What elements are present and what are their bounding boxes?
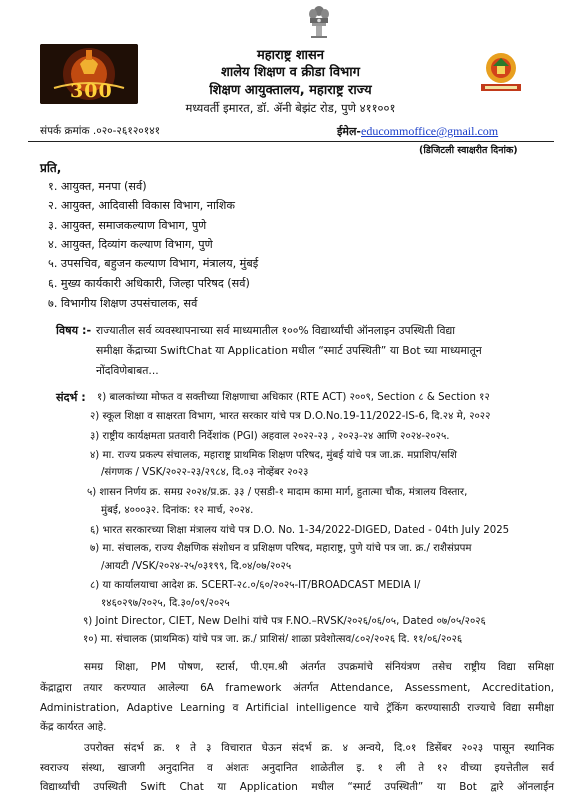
body-line: उपरोक्त संदर्भ क्र. १ ते ३ विचारात घेऊन संदर्भ क्र. ४ अन्वये, दि.०१ डिसेंबर २०२३ पासून स्थानिक <box>84 742 554 754</box>
reference-line: ७) मा. संचालक, राज्य शैक्षणिक संशोधन व प्रशिक्षण परिषद, महाराष्ट्र, पुणे यांचे पत्र जा. क्र./ राशैसंप्रपम <box>90 543 472 554</box>
body-line: Administration, Adaptive Learning व Artificial intelligence याचे ट्रॅकिंग करण्यासाठी राज्याचे विद्या समीक्षा <box>40 702 554 714</box>
header-department: शालेय शिक्षण व क्रीडा विभाग <box>221 65 360 80</box>
reference-line: ६) भारत सरकारच्या शिक्षा मंत्रालय यांचे पत्र D.O. No. 1-34/2022-DIGED, Dated - 04th July 2025 <box>90 525 510 536</box>
header-office: शिक्षण आयुक्तालय, महाराष्ट्र राज्य <box>209 83 372 98</box>
body-line: विद्यार्थ्यांची उपस्थिती Swift Chat या Application मधील “स्मार्ट उपस्थिती” या Bot द्वारे ऑनलाईन <box>40 781 554 793</box>
header-govt: महाराष्ट्र शासन <box>256 48 325 63</box>
body-line: स्वराज्य संस्था, खाजगी अनुदानित व अंशतः अनुदानित शाळेतील इ. १ ली ते १२ वीच्या इयत्तेतील सर्व <box>40 762 554 774</box>
to-item: ५. उपसचिव, बहुजन कल्याण विभाग, मंत्रालय, मुंबई <box>48 257 259 270</box>
reference-line: मुंबई, ४०००३२. दिनांक: १२ मार्च, २०२४. <box>101 505 254 516</box>
reference-line: १४६०२९७/२०२५, दि.३०/०९/२०२५ <box>101 598 230 609</box>
reference-line: /संगणक / VSK/२०२२-२३/२९८४, दि.०३ नोव्हेंबर २०२३ <box>101 467 309 478</box>
header-address: मध्यवर्ती इमारत, डॉ. ॲनी बेझंट रोड, पुणे ४११००१ <box>185 101 396 115</box>
reference-line: २) स्कूल शिक्षा व साक्षरता विभाग, भारत सरकार यांचे पत्र D.O.No.19-11/2022-IS-6, दि.२४ मे, २०२२ <box>90 411 491 422</box>
to-item: ७. विभागीय शिक्षण उपसंचालक, सर्व <box>48 297 198 310</box>
subject-line: राज्यातील सर्व व्यवस्थापनाच्या सर्व माध्यमातील १००% विद्यार्थ्यांची ऑनलाइन उपस्थिती विद्या <box>96 324 456 337</box>
references-label: संदर्भ : <box>56 391 86 404</box>
subject-label: विषय :- <box>56 324 92 337</box>
contact-number: संपर्क क्रमांक .०२०-२६१२०१४१ <box>40 125 161 137</box>
to-item: ४. आयुक्त, दिव्यांग कल्याण विभाग, पुणे <box>48 238 213 251</box>
digital-signature-date: (डिजिटली स्वाक्षरीत दिनांक) <box>419 145 518 156</box>
subject-line: समीक्षा केंद्राच्या SwiftChat या Application मधील “स्मार्ट उपस्थिती” या Bot च्या माध्यमातून <box>96 344 482 357</box>
header-divider <box>28 141 554 142</box>
logo-left-number: 300 <box>70 80 113 102</box>
to-item: २. आयुक्त, आदिवासी विकास विभाग, नाशिक <box>48 199 235 212</box>
subject-line: नोंदविणेबाबत... <box>96 364 159 377</box>
reference-line: ५) शासन निर्णय क्र. समग्र २०२४/प्र.क्र. ३३ / एसडी-१ मादाम कामा मार्ग, हुतात्मा चौक, मंत्रालय विस्तार, <box>87 487 468 498</box>
to-item: १. आयुक्त, मनपा (सर्व) <box>48 180 147 193</box>
body-line: समग्र शिक्षा, PM पोषण, स्टार्स, पी.एम.श्री अंतर्गत उपक्रमांचे संनियंत्रण तसेच राष्ट्रीय विद्या समिक्षा <box>84 661 554 673</box>
body-line: केंद्राद्वारा तयार करण्यात आलेल्या 6A framework अंतर्गत Attendance, Assessment, Accreditation, <box>40 682 554 694</box>
to-item: ६. मुख्य कार्यकारी अधिकारी, जिल्हा परिषद (सर्व) <box>48 277 250 290</box>
reference-line: ९) Joint Director, CIET, New Delhi यांचे पत्र F.NO.–RVSK/२०२६/०६/०५, Dated ०७/०५/२०२६ <box>83 616 486 627</box>
to-label: प्रति, <box>40 161 62 175</box>
reference-line: ८) या कार्यालयाचा आदेश क्र. SCERT-२८.०/६०/२०२५-IT/BROADCAST MEDIA I/ <box>90 580 421 591</box>
body-line: केंद्र कार्यरत आहे. <box>40 721 107 733</box>
to-item: ३. आयुक्त, समाजकल्याण विभाग, पुणे <box>48 219 207 232</box>
reference-line: /आयटी /VSK/२०२४-२५/०३१९९, दि.०४/०७/२०२५ <box>101 561 292 572</box>
reference-line: ३) राष्ट्रीय कार्यक्षमता प्रतवारी निर्देशांक (PGI) अहवाल २०२२-२३ , २०२३-२४ आणि २०२४-२०२५. <box>90 431 450 442</box>
email-row <box>337 124 498 139</box>
email-label: ईमेल- <box>337 125 362 138</box>
email-link[interactable]: educommoffice@gmail.com <box>361 124 499 138</box>
reference-line: १) बालकांच्या मोफत व सक्तीच्या शिक्षणाचा अधिकार (RTE ACT) २००९, Section ८ & Section १२ <box>97 392 490 403</box>
state-emblem-icon <box>305 4 333 40</box>
reference-line: ४) मा. राज्य प्रकल्प संचालक, महाराष्ट्र प्राथमिक शिक्षण परिषद, मुंबई यांचे पत्र जा.क्र. मप्राशिप/सशि <box>90 450 457 461</box>
reference-line: १०) मा. संचालक (प्राथमिक) यांचे पत्र जा. क्र./ प्राशिसं/ शाळा प्रवेशोत्सव/८०२/२०२६ दि. ११/०६/२०२६ <box>83 634 463 645</box>
